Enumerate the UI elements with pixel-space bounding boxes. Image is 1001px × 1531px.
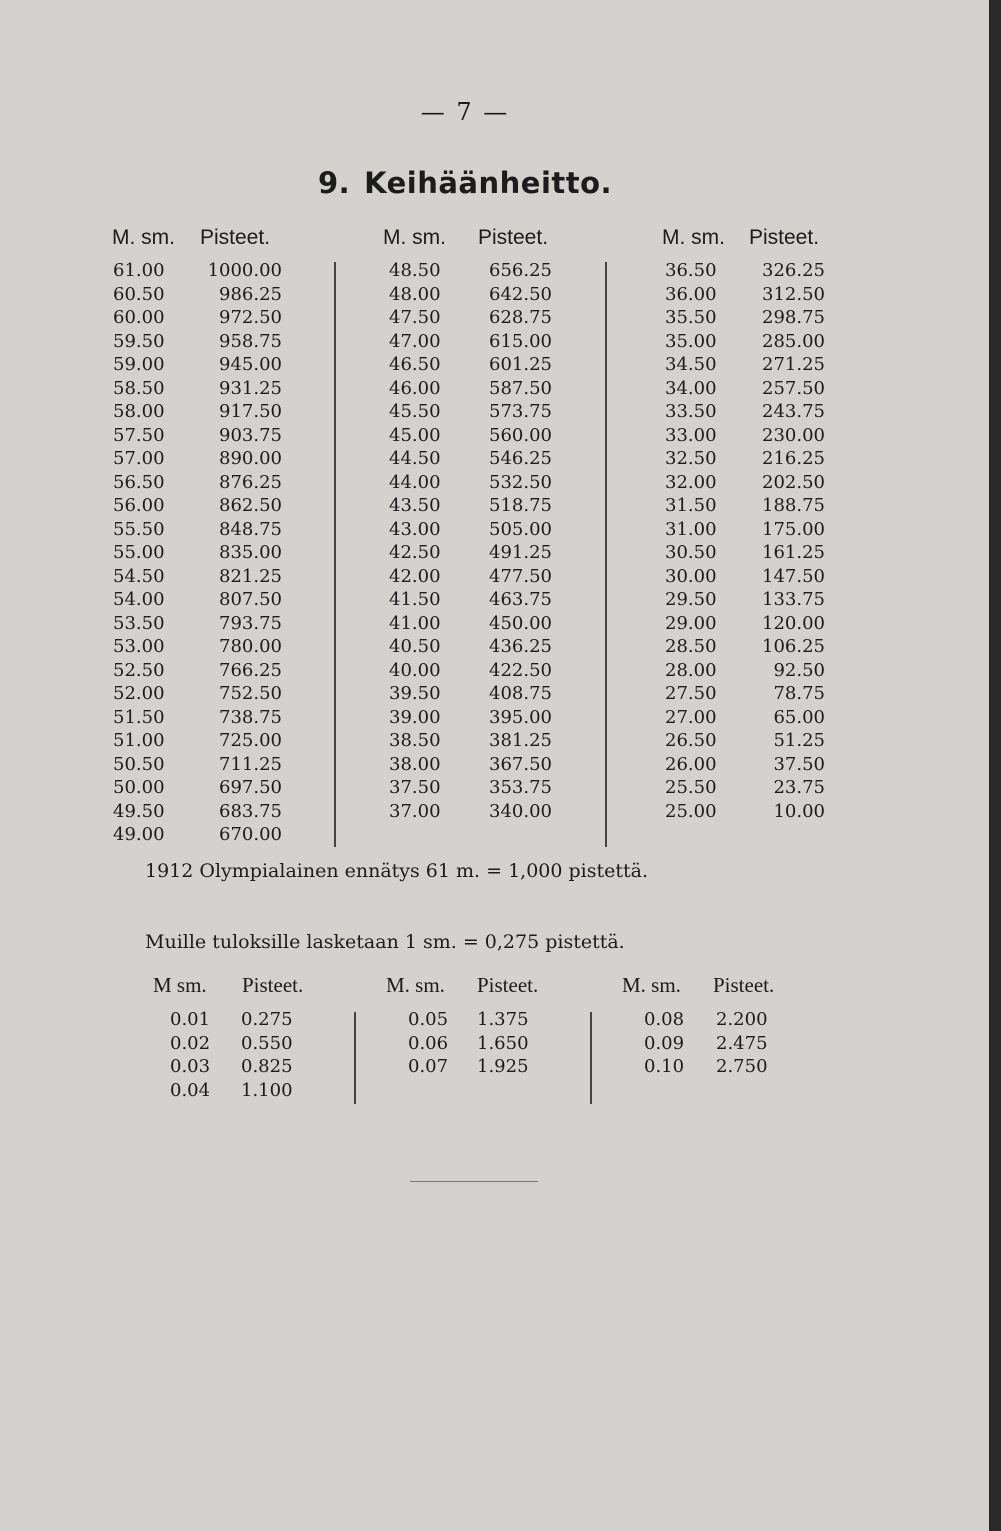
table-cell: 147.50 [762,565,825,587]
table-cell: 42.50 [389,542,441,563]
table-cell: 518.75 [489,495,552,516]
table-cell: 25.50 [665,777,717,798]
table-cell: 285.00 [762,330,825,352]
table-cell: 46.50 [389,354,441,375]
small-col3-msm-header: M. sm. [622,973,681,997]
col3-pisteet-values [745,259,825,823]
table-cell: 61.00 [113,260,165,281]
table-cell: 39.50 [389,683,441,704]
table-cell: 353.75 [489,777,552,798]
table-cell: 42.00 [389,565,441,587]
table-cell: 120.00 [762,612,825,634]
table-cell: 10.00 [773,800,825,822]
table-cell: 28.00 [665,659,717,681]
table-cell: 43.50 [389,495,441,516]
table-cell: 30.00 [665,565,717,587]
table-cell: 52.00 [113,683,165,704]
small-col1-pisteet-values [241,1008,293,1102]
table-cell: 53.50 [113,612,165,634]
table-cell: 697.50 [219,777,282,798]
table-cell: 766.25 [219,659,282,681]
table-cell: 46.00 [389,377,441,399]
table-cell: 56.50 [113,471,165,493]
section-number: 9. [317,166,351,200]
table-cell: 38.50 [389,730,441,751]
table-cell: 161.25 [762,542,825,563]
table-cell: 670.00 [219,824,282,845]
table-cell: 587.50 [489,377,552,399]
col1-pisteet-header: Pisteet. [200,226,271,249]
table-cell: 505.00 [489,518,552,540]
table-cell: 0.08 [644,1009,685,1030]
col2-msm-header: M. sm. [383,226,446,249]
small-col1-msm-header: M sm. [153,973,207,997]
table-cell: 41.00 [389,612,441,634]
table-cell: 876.25 [219,471,282,493]
table-cell: 58.50 [113,377,165,399]
small-column-divider [590,1012,592,1104]
table-cell: 381.25 [489,730,552,751]
table-cell: 50.00 [113,777,165,798]
table-cell: 38.00 [389,753,441,775]
table-cell: 106.25 [762,636,825,657]
table-cell: 0.04 [170,1079,211,1101]
col3-pisteet-header: Pisteet. [749,226,820,249]
table-cell: 725.00 [219,730,282,751]
table-cell: 0.09 [644,1032,685,1054]
table-cell: 601.25 [489,354,552,375]
table-cell: 0.10 [644,1056,685,1077]
table-cell: 51.00 [113,730,165,751]
table-cell: 821.25 [219,565,282,587]
table-cell: 33.50 [665,401,717,422]
section-title-text: Keihäänheitto. [364,166,613,200]
table-cell: 49.50 [113,800,165,822]
small-col3-pisteet-values [716,1008,768,1079]
table-cell: 752.50 [219,683,282,704]
col2-pisteet-header: Pisteet. [478,226,549,249]
table-cell: 1000.00 [207,260,282,281]
col1-pisteet-values [194,259,282,847]
table-cell: 463.75 [489,589,552,610]
table-cell: 59.50 [113,330,165,352]
table-cell: 60.50 [113,283,165,305]
table-cell: 56.00 [113,495,165,516]
table-cell: 216.25 [762,448,825,469]
table-cell: 29.00 [665,612,717,634]
table-cell: 41.50 [389,589,441,610]
table-cell: 35.00 [665,330,717,352]
col3-msm-values [665,259,729,823]
closing-rule [410,1181,538,1182]
table-cell: 2.750 [716,1056,768,1077]
table-cell: 890.00 [219,448,282,469]
table-cell: 27.00 [665,706,717,728]
table-cell: 36.50 [665,260,717,281]
table-cell: 793.75 [219,612,282,634]
table-cell: 43.00 [389,518,441,540]
column-divider [605,262,607,847]
table-cell: 51.50 [113,706,165,728]
table-cell: 30.50 [665,542,717,563]
table-cell: 202.50 [762,471,825,493]
small-col3-pisteet-header: Pisteet. [713,973,775,997]
table-cell: 1.375 [477,1009,529,1030]
table-cell: 65.00 [773,706,825,728]
table-cell: 615.00 [489,330,552,352]
table-cell: 23.75 [773,777,825,798]
table-cell: 835.00 [219,542,282,563]
table-cell: 2.200 [716,1009,768,1030]
section-title [0,166,930,200]
table-cell: 36.00 [665,283,717,305]
table-cell: 27.50 [665,683,717,704]
table-cell: 230.00 [762,424,825,446]
table-cell: 367.50 [489,753,552,775]
table-cell: 31.50 [665,495,717,516]
table-cell: 2.475 [716,1032,768,1054]
table-cell: 257.50 [762,377,825,399]
table-cell: 477.50 [489,565,552,587]
table-cell: 37.50 [389,777,441,798]
col2-msm-values [389,259,453,823]
table-cell: 34.00 [665,377,717,399]
table-cell: 55.00 [113,542,165,563]
table-cell: 628.75 [489,307,552,328]
page-number: — 7 — [420,98,510,126]
table-cell: 491.25 [489,542,552,563]
table-cell: 40.00 [389,659,441,681]
table-cell: 848.75 [219,518,282,540]
table-cell: 26.50 [665,730,717,751]
table-cell: 58.00 [113,401,165,422]
table-cell: 133.75 [762,589,825,610]
table-cell: 271.25 [762,354,825,375]
table-cell: 33.00 [665,424,717,446]
col1-msm-values [113,259,177,847]
table-cell: 0.825 [241,1056,293,1077]
table-cell: 54.00 [113,589,165,610]
table-cell: 986.25 [219,283,282,305]
table-cell: 560.00 [489,424,552,446]
table-cell: 53.00 [113,636,165,657]
table-cell: 28.50 [665,636,717,657]
small-col2-msm-header: M. sm. [386,973,445,997]
table-cell: 54.50 [113,565,165,587]
table-cell: 57.50 [113,424,165,446]
table-cell: 931.25 [219,377,282,399]
table-cell: 780.00 [219,636,282,657]
table-cell: 573.75 [489,401,552,422]
table-cell: 807.50 [219,589,282,610]
table-cell: 60.00 [113,307,165,328]
table-cell: 44.50 [389,448,441,469]
table-cell: 37.50 [773,753,825,775]
table-cell: 917.50 [219,401,282,422]
table-cell: 546.25 [489,448,552,469]
table-cell: 0.01 [170,1009,211,1030]
table-cell: 642.50 [489,283,552,305]
table-cell: 29.50 [665,589,717,610]
small-col1-msm-values [170,1008,210,1102]
col2-pisteet-values [470,259,552,823]
table-cell: 37.00 [389,800,441,822]
table-cell: 26.00 [665,753,717,775]
table-cell: 32.50 [665,448,717,469]
table-cell: 45.00 [389,424,441,446]
table-cell: 1.650 [477,1032,529,1054]
col3-msm-header: M. sm. [662,226,725,249]
col1-msm-header: M. sm. [112,226,175,249]
page-edge-shadow [989,0,1001,1531]
table-cell: 49.00 [113,824,165,845]
small-col3-msm-values [644,1008,684,1079]
table-cell: 40.50 [389,636,441,657]
record-note: 1912 Olympialainen ennätys 61 m. = 1,000 pistettä. [145,860,649,882]
small-col2-pisteet-header: Pisteet. [477,973,539,997]
other-results-note: Muille tuloksille lasketaan 1 sm. = 0,275 pistettä. [145,931,625,953]
table-cell: 312.50 [762,283,825,305]
table-cell: 0.06 [408,1032,449,1054]
table-cell: 656.25 [489,260,552,281]
table-cell: 0.05 [408,1009,449,1030]
table-cell: 32.00 [665,471,717,493]
table-cell: 450.00 [489,612,552,634]
table-cell: 1.925 [477,1056,529,1077]
small-col2-msm-values [408,1008,448,1079]
table-cell: 532.50 [489,471,552,493]
table-cell: 0.03 [170,1056,211,1077]
table-cell: 0.550 [241,1032,293,1054]
table-cell: 243.75 [762,401,825,422]
small-column-divider [354,1012,356,1104]
table-cell: 57.00 [113,448,165,469]
table-cell: 340.00 [489,800,552,822]
table-cell: 35.50 [665,307,717,328]
table-cell: 683.75 [219,800,282,822]
table-cell: 972.50 [219,307,282,328]
table-cell: 175.00 [762,518,825,540]
table-cell: 422.50 [489,659,552,681]
table-cell: 903.75 [219,424,282,446]
table-cell: 1.100 [241,1079,293,1101]
table-cell: 408.75 [489,683,552,704]
table-cell: 78.75 [773,683,825,704]
table-cell: 52.50 [113,659,165,681]
table-cell: 958.75 [219,330,282,352]
table-cell: 738.75 [219,706,282,728]
table-cell: 92.50 [773,659,825,681]
table-cell: 31.00 [665,518,717,540]
table-cell: 51.25 [773,730,825,751]
table-cell: 0.275 [241,1009,293,1030]
table-cell: 48.00 [389,283,441,305]
table-cell: 862.50 [219,495,282,516]
table-cell: 298.75 [762,307,825,328]
table-cell: 395.00 [489,706,552,728]
table-cell: 47.50 [389,307,441,328]
table-cell: 25.00 [665,800,717,822]
table-cell: 326.25 [762,260,825,281]
table-cell: 436.25 [489,636,552,657]
table-cell: 55.50 [113,518,165,540]
table-cell: 188.75 [762,495,825,516]
table-cell: 45.50 [389,401,441,422]
table-cell: 44.00 [389,471,441,493]
table-cell: 48.50 [389,260,441,281]
small-col2-pisteet-values [477,1008,529,1079]
table-cell: 34.50 [665,354,717,375]
table-cell: 945.00 [219,354,282,375]
table-cell: 59.00 [113,354,165,375]
column-divider [334,262,336,847]
table-cell: 50.50 [113,753,165,775]
table-cell: 39.00 [389,706,441,728]
table-cell: 47.00 [389,330,441,352]
table-cell: 0.07 [408,1056,449,1077]
table-cell: 0.02 [170,1032,211,1054]
table-cell: 711.25 [219,753,282,775]
small-col1-pisteet-header: Pisteet. [242,973,304,997]
